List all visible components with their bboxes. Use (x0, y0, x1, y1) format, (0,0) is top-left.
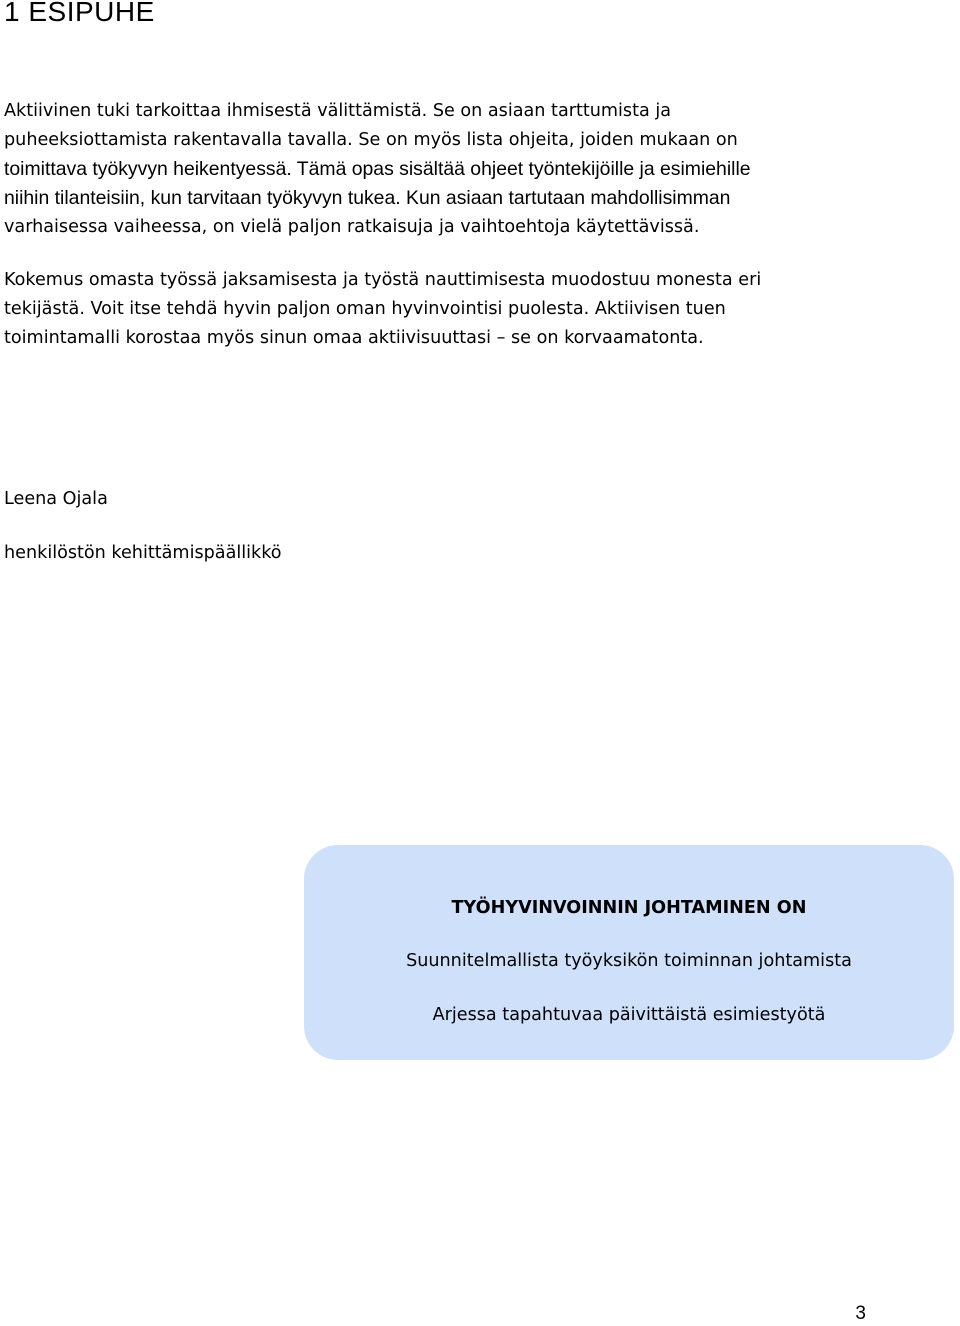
chapter-heading: 1 ESIPUHE (4, 0, 155, 27)
signature-title: henkilöstön kehittämispäällikkö (4, 543, 282, 563)
callout-box (304, 845, 954, 1060)
paragraph-line: tekijästä. Voit itse tehdä hyvin paljon oman hyvinvointisi puolesta. Aktiivisen tuen (4, 299, 726, 319)
paragraph-line: varhaisessa vaiheessa, on vielä paljon ratkaisuja ja vaihtoehtoja käytettävissä. (4, 217, 700, 237)
second-paragraph (4, 266, 944, 353)
callout-item: Arjessa tapahtuvaa päivittäistä esimiestyötä (432, 1005, 826, 1025)
paragraph-line: Aktiivinen tuki tarkoittaa ihmisestä välittämistä. Se on asiaan tarttumista ja (4, 101, 672, 121)
paragraph-line: puheeksiottamista rakentavalla tavalla. Se on myös lista ohjeita, joiden mukaan on (4, 130, 738, 150)
paragraph-line: toimittava työkyvyn heikentyessä. Tämä opas sisältää ohjeet työntekijöille ja esimiehille (4, 158, 751, 180)
page-number: 3 (855, 1303, 866, 1324)
paragraph-line: niihin tilanteisiin, kun tarvitaan työkyvyn tukea. Kun asiaan tartutaan mahdollisimman (4, 187, 731, 209)
intro-paragraph (4, 97, 944, 242)
callout-item: Suunnitelmallista työyksikön toiminnan johtamista (406, 951, 852, 971)
signature-name: Leena Ojala (4, 489, 108, 509)
paragraph-line: toimintamalli korostaa myös sinun omaa aktiivisuuttasi – se on korvaamatonta. (4, 328, 704, 348)
paragraph-line: Kokemus omasta työssä jaksamisesta ja työstä nauttimisesta muodostuu monesta eri (4, 270, 762, 290)
callout-title: TYÖHYVINVOINNIN JOHTAMINEN ON (451, 898, 807, 918)
